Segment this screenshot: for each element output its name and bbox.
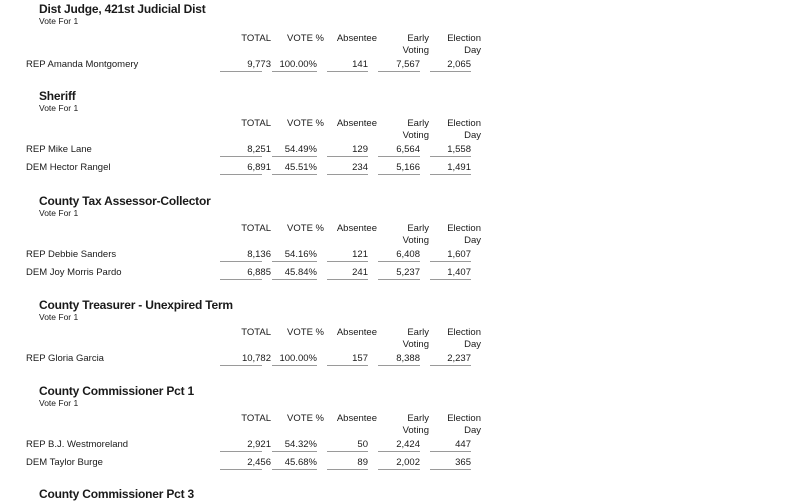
header-election-line1: Election [447,327,481,338]
header-election-line1: Election [447,118,481,129]
candidate-name: REP Amanda Montgomery [26,59,139,70]
candidate-total: 6,891 [247,162,271,173]
candidate-total: 2,921 [247,439,271,450]
candidate-election-day: 1,607 [447,249,471,260]
vote-for-label: Vote For 1 [39,208,79,218]
header-election-day [447,118,481,142]
candidate-row [26,58,471,72]
absentee-underline [327,451,368,452]
race-title: County Tax Assessor-Collector [39,194,211,208]
header-total: TOTAL [241,33,271,44]
election-underline [430,469,471,470]
absentee-underline [327,279,368,280]
candidate-election-day: 1,558 [447,144,471,155]
election-underline [430,156,471,157]
header-absentee: Absentee [336,413,377,424]
absentee-underline [327,71,368,72]
early-underline [378,156,420,157]
vote-for-label: Vote For 1 [39,398,79,408]
early-underline [378,279,420,280]
candidate-election-day: 2,237 [447,353,471,364]
candidate-vote-pct: 100.00% [279,353,317,364]
candidate-absentee: 234 [352,162,368,173]
header-early-voting [403,223,429,247]
header-election-day [447,223,481,247]
candidate-total: 6,885 [247,267,271,278]
candidate-vote-pct: 45.51% [284,162,317,173]
candidate-total: 9,773 [247,59,271,70]
candidate-row [26,456,471,470]
candidate-row [26,161,471,175]
vote-for-label: Vote For 1 [39,103,79,113]
pct-underline [272,156,317,157]
candidate-row [26,248,471,262]
header-election-day [447,33,481,57]
header-election-line1: Election [447,223,481,234]
total-underline [220,469,262,470]
election-underline [430,261,471,262]
header-vote-pct: VOTE % [287,33,324,44]
race-title: Sheriff [39,89,76,103]
header-election-line2: Day [464,339,481,350]
absentee-underline [327,156,368,157]
candidate-election-day: 365 [455,457,471,468]
header-total: TOTAL [241,223,271,234]
race-title: Dist Judge, 421st Judicial Dist [39,2,206,16]
election-underline [430,174,471,175]
header-election-line2: Day [464,235,481,246]
candidate-name: REP Gloria Garcia [26,353,104,364]
total-underline [220,365,262,366]
candidate-absentee: 89 [357,457,368,468]
header-election-line2: Day [464,130,481,141]
candidate-early-voting: 8,388 [396,353,420,364]
candidate-election-day: 1,491 [447,162,471,173]
absentee-underline [327,365,368,366]
pct-underline [272,261,317,262]
candidate-row [26,266,471,280]
header-vote-pct: VOTE % [287,118,324,129]
candidate-row [26,352,471,366]
candidate-early-voting: 6,564 [396,144,420,155]
candidate-absentee: 157 [352,353,368,364]
header-early-line2: Voting [402,130,429,141]
header-early-voting [403,33,429,57]
candidate-absentee: 121 [352,249,368,260]
pct-underline [272,469,317,470]
header-election-day [447,413,481,437]
candidate-absentee: 241 [352,267,368,278]
candidate-row [26,438,471,452]
early-underline [378,451,420,452]
header-absentee: Absentee [336,118,377,129]
total-underline [220,261,262,262]
candidate-election-day: 2,065 [447,59,471,70]
header-total: TOTAL [241,413,271,424]
header-election-line1: Election [447,413,481,424]
pct-underline [272,451,317,452]
candidate-early-voting: 7,567 [396,59,420,70]
candidate-total: 10,782 [241,353,271,364]
candidate-total: 8,251 [247,144,271,155]
candidate-vote-pct: 54.16% [284,249,317,260]
candidate-absentee: 141 [352,59,368,70]
header-absentee: Absentee [336,327,377,338]
pct-underline [272,365,317,366]
candidate-absentee: 129 [352,144,368,155]
candidate-total: 2,456 [247,457,271,468]
header-early-line2: Voting [402,45,429,56]
early-underline [378,174,420,175]
early-underline [378,261,420,262]
race-title: County Commissioner Pct 1 [39,384,195,398]
header-total: TOTAL [241,327,271,338]
header-early-line2: Voting [402,235,429,246]
candidate-early-voting: 2,002 [396,457,420,468]
header-early-line1: Early [407,33,429,44]
pct-underline [272,71,317,72]
candidate-name: DEM Taylor Burge [26,457,103,468]
absentee-underline [327,174,368,175]
total-underline [220,71,262,72]
header-early-line2: Voting [402,339,429,350]
candidate-total: 8,136 [247,249,271,260]
early-underline [378,469,420,470]
total-underline [220,174,262,175]
header-early-line1: Early [407,327,429,338]
candidate-name: REP B.J. Westmoreland [26,439,129,450]
total-underline [220,156,262,157]
header-early-line2: Voting [402,425,429,436]
vote-for-label: Vote For 1 [39,16,79,26]
election-underline [430,451,471,452]
candidate-name: REP Debbie Sanders [26,249,117,260]
candidate-vote-pct: 54.32% [284,439,317,450]
absentee-underline [327,469,368,470]
candidate-vote-pct: 100.00% [279,59,317,70]
header-vote-pct: VOTE % [287,327,324,338]
header-early-line1: Early [407,413,429,424]
header-early-line1: Early [407,223,429,234]
header-early-line1: Early [407,118,429,129]
candidate-early-voting: 5,237 [396,267,420,278]
candidate-early-voting: 5,166 [396,162,420,173]
header-early-voting [403,118,429,142]
race-title: County Commissioner Pct 3 [39,487,195,501]
candidate-absentee: 50 [357,439,368,450]
header-early-voting [403,327,429,351]
candidate-name: DEM Hector Rangel [26,162,111,173]
candidate-election-day: 1,407 [447,267,471,278]
election-underline [430,71,471,72]
header-total: TOTAL [241,118,271,129]
candidate-early-voting: 6,408 [396,249,420,260]
header-early-voting [403,413,429,437]
candidate-row [26,143,471,157]
header-absentee: Absentee [336,223,377,234]
header-election-line1: Election [447,33,481,44]
header-election-day [447,327,481,351]
total-underline [220,451,262,452]
pct-underline [272,279,317,280]
candidate-vote-pct: 45.68% [284,457,317,468]
candidate-vote-pct: 45.84% [284,267,317,278]
early-underline [378,365,420,366]
vote-for-label: Vote For 1 [39,312,79,322]
candidate-name: DEM Joy Morris Pardo [26,267,122,278]
candidate-early-voting: 2,424 [396,439,420,450]
race-title: County Treasurer - Unexpired Term [39,298,233,312]
header-vote-pct: VOTE % [287,223,324,234]
header-vote-pct: VOTE % [287,413,324,424]
total-underline [220,279,262,280]
election-underline [430,365,471,366]
candidate-election-day: 447 [455,439,471,450]
candidate-name: REP Mike Lane [26,144,92,155]
early-underline [378,71,420,72]
header-election-line2: Day [464,425,481,436]
pct-underline [272,174,317,175]
election-underline [430,279,471,280]
candidate-vote-pct: 54.49% [284,144,317,155]
header-absentee: Absentee [336,33,377,44]
absentee-underline [327,261,368,262]
header-election-line2: Day [464,45,481,56]
